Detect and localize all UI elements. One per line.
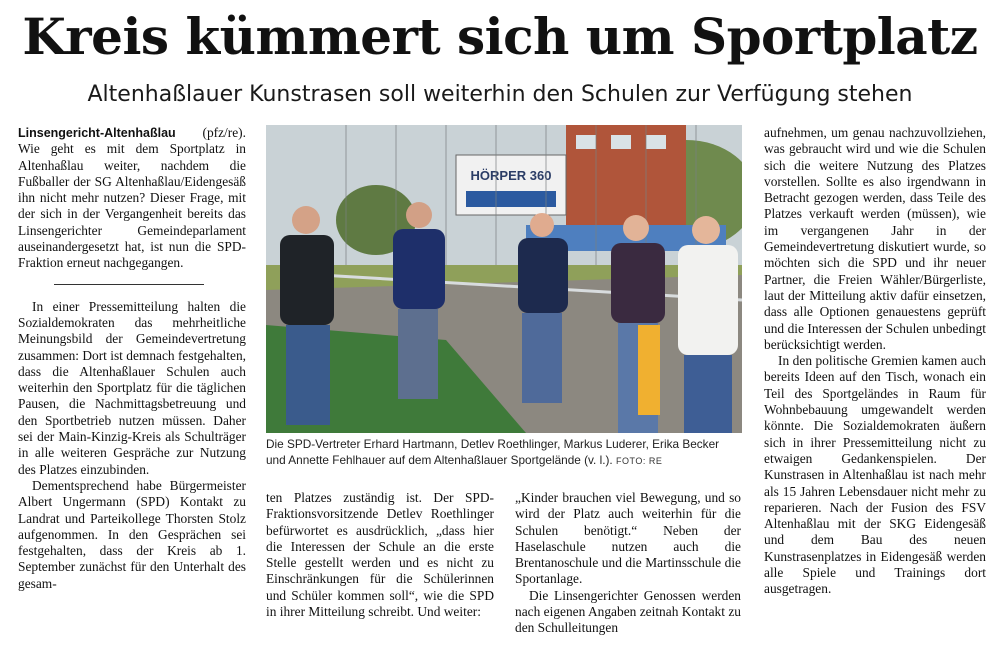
dateline: Linsengericht-Altenhaßlau [18,126,176,140]
article-column-3 [515,490,741,637]
paragraph: ten Platzes zuständig ist. Der SPD-Fraktionsvorsitzende Detlev Roethlinger befürwortet es ausdrücklich, „dass hier die Interessen der Schule an die erste Stelle gestellt werden und es nicht zu Einschränkungen für die Schülerinnen und Schüler kommen soll“, wie die SPD in ihrer Mitteilung schreibt. Und weiter: [266,490,494,620]
photo-credit: FOTO: RE [615,455,663,466]
photo-illustration [266,125,742,433]
article-column-4 [764,125,986,598]
paragraph: In den politische Gremien kamen auch bereits Ideen auf den Tisch, wonach ein Teil des Sportgeländes in Raum für Wohnbebauung umgewandelt werden könnte. Die Sozialdemokraten äußern sich in ihrer Pressemitteilung nicht zu etwaigen Gedankenspielen. Der Kunstrasen in Altenhaßlau ist nach mehr als 15 Jahren Lebensdauer nicht mehr zu reparieren. Nach der Fusion des FSV Altenhaßlau mit der SKG Eidengesäß und dem Bau des neuen Kunstrasenplatzes in Eidengesäß werden alle Spiele und Trainings dort ausgetragen. [764,353,986,597]
photo-caption [266,437,742,469]
section-divider [54,284,204,285]
headline: Kreis kümmert sich um Sportplatz [22,7,978,66]
caption-text: Die SPD-Vertreter Erhard Hartmann, Detlev Roethlinger, Markus Luderer, Erika Becker und Annette Fehlhauer auf dem Altenhaßlauer Sportgelände (v. l.). [266,437,720,467]
lead-paragraph [18,125,246,272]
paragraph-text: Wie geht es mit dem Sportplatz in Altenhaßlau weiter, nachdem die Fußballer der SG Altenhaßlau/Eidengesäß ihn nicht mehr nutzen? Dieser Frage, mit der sich in der Vergangenheit bereits das Linsengerichter Gemeindeparlament auseinandergesetzt hat, ist nun die SPD-Fraktion erneut nachgegangen. [18,141,246,271]
article-photo [266,125,742,433]
billboard-text: HÖRPER 360 [470,168,552,183]
dateline-source: (pfz/re). [202,125,246,140]
paragraph: Dementsprechend habe Bürgermeister Albert Ungermann (SPD) Kontakt zu Landrat und Parteikollege Thorsten Stolz aufgenommen. In den Gesprächen sei festgehalten, dass der Kreis ab 1. September zunächst für den Unterhalt des gesam- [18,477,246,591]
paragraph: aufnehmen, um genau nachzuvollziehen, was gebraucht wird und wie die Schulen sich die weitere Nutzung des Platzes vorstellen. Sollte es also irgendwann in Betracht gezogen werden, dass Teile des Platzes verkauft werden (müssen), wie im vergangenen Jahr in der Gemeindevertretung diskutiert wurde, so möchten sich die SPD und ihr neuer Partner, die Freien Wähler/Bürgerliste, laut der Mitteilung aktiv dafür einsetzen, dass alle Optionen genauestens geprüft und die Interessen der Schulen unbedingt berücksichtigt werden. [764,125,986,352]
subheadline: Altenhaßlauer Kunstrasen soll weiterhin den Schulen zur Verfügung stehen [87,82,913,107]
paragraph: Die Linsengerichter Genossen werden nach eigenen Angaben zeitnah Kontakt zu den Schulleitungen [515,587,741,636]
article-column-2 [266,490,494,620]
paragraph: „Kinder brauchen viel Bewegung, und so wird der Platz auch weiterhin für die Schulen benötigt.“ Neben der Haselaschule nutzen auch die Brentanoschule und die Martinsschule die Sportanlage. [515,490,741,587]
paragraph: In einer Pressemitteilung halten die Sozialdemokraten das mehrheitliche Meinungsbild der Gemeindevertretung zusammen: Dort ist demnach festgehalten, dass die Altenhaßlauer Schulen auch weiterhin den Sportplatz für die täglichen Pausen, die Nachmittagsbetreuung und den Sportbetrieb nutzen müssen. Daher sei der Main-Kinzig-Kreis als Schulträger in alle weiteren Gespräche zur Nutzung des Platzes einzubinden. [18,298,246,477]
article-column-1 [18,125,246,592]
